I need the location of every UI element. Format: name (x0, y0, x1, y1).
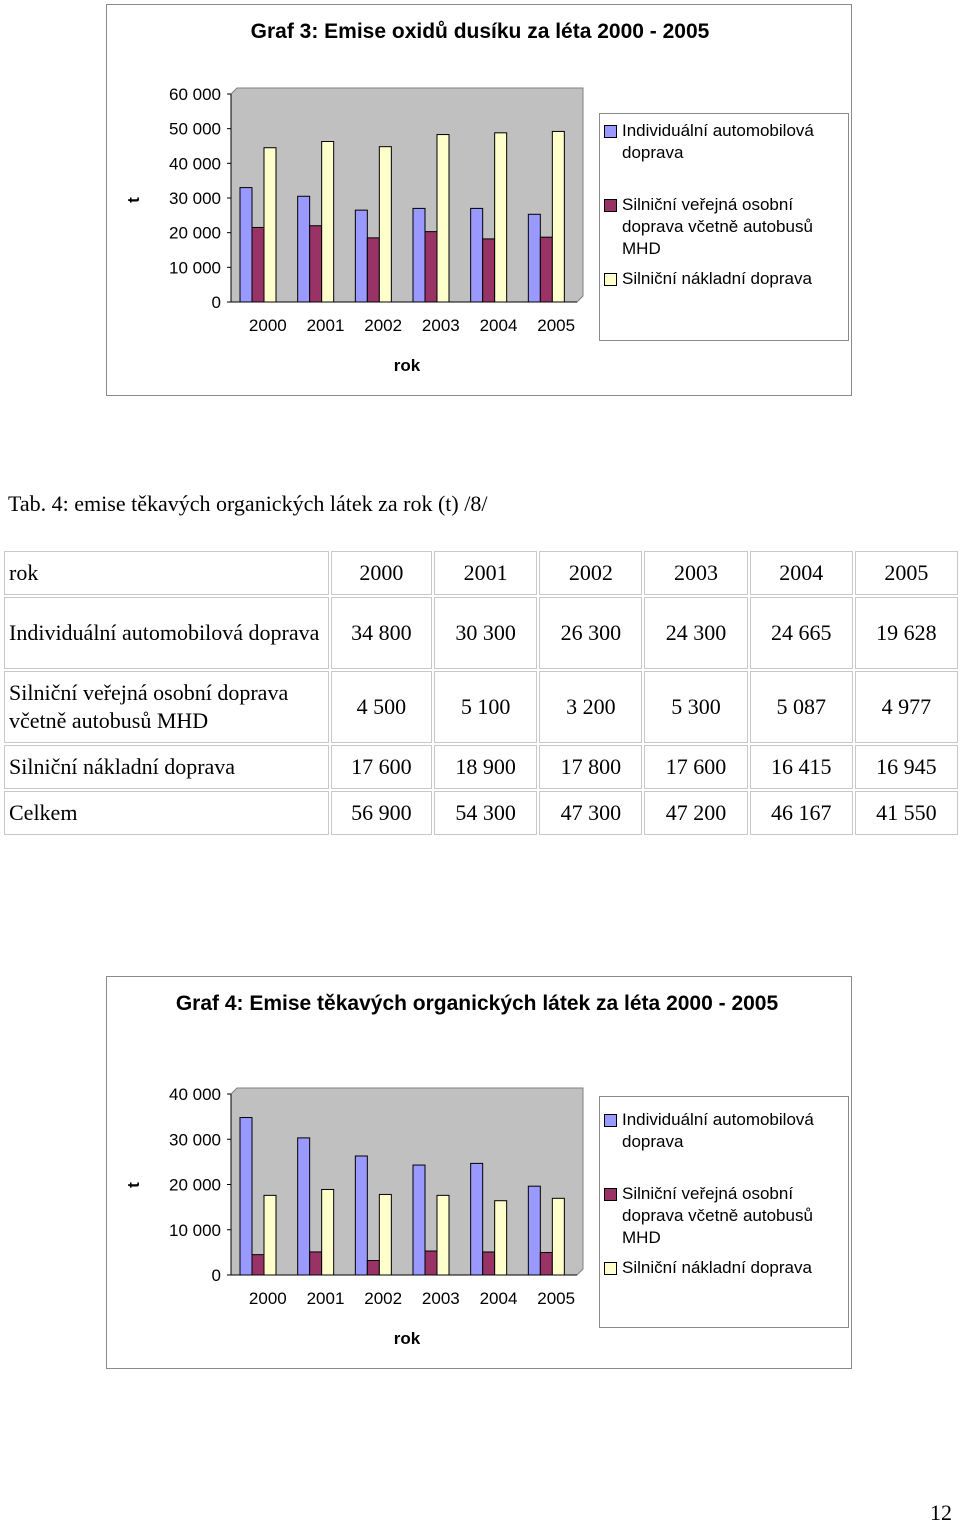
bar (379, 147, 391, 302)
table-cell: 19 628 (855, 597, 958, 669)
bar (252, 1255, 264, 1275)
table-row (4, 745, 958, 789)
x-tick-label: 2001 (306, 316, 345, 335)
y-tick-label: 30 000 (169, 189, 221, 208)
bar (298, 196, 310, 302)
table-cell: 18 900 (434, 745, 537, 789)
chart-legend (599, 113, 849, 341)
y-tick-label: 20 000 (169, 1175, 221, 1195)
table-cell: 24 300 (644, 597, 747, 669)
table-cell: 47 300 (539, 791, 642, 835)
bar (425, 232, 437, 302)
bar (355, 1156, 367, 1275)
bar (528, 214, 540, 302)
bar (540, 1252, 552, 1275)
y-tick-label: 10 000 (169, 1220, 221, 1240)
bar (367, 1261, 379, 1275)
table-cell: 16 945 (855, 745, 958, 789)
bar (310, 1252, 322, 1275)
x-tick-label: 2003 (421, 316, 460, 335)
table-cell: 16 415 (750, 745, 853, 789)
table-row (4, 671, 958, 743)
x-tick-label: 2000 (248, 1289, 287, 1308)
bar (322, 141, 334, 302)
table-cell: 56 900 (331, 791, 432, 835)
x-tick-label: 2003 (421, 1289, 460, 1308)
y-tick-label: 10 000 (169, 258, 221, 278)
x-tick-label: 2005 (537, 1289, 576, 1308)
bar (298, 1138, 310, 1275)
table-cell: 17 800 (539, 745, 642, 789)
table-header-year: 2002 (539, 551, 642, 595)
table-row (4, 597, 958, 669)
bar (413, 208, 425, 302)
y-tick-label: 40 000 (169, 154, 221, 174)
bar (240, 188, 252, 302)
legend-label: Silniční veřejná osobní doprava včetně autobusů MHD (622, 1184, 813, 1247)
table-header-label: rok (4, 551, 329, 595)
x-axis-title: rok (393, 1329, 421, 1348)
page-number: 12 (930, 1500, 952, 1525)
y-tick-label: 50 000 (169, 119, 221, 139)
legend-swatch (604, 199, 617, 212)
x-tick-label: 2002 (364, 1289, 403, 1308)
table-header-year: 2000 (331, 551, 432, 595)
table-heading: Tab. 4: emise těkavých organických látek za rok (t) /8/ (8, 491, 488, 516)
legend-swatch (604, 125, 617, 138)
bar (495, 133, 507, 302)
table-cell: 3 200 (539, 671, 642, 743)
table-cell: 47 200 (644, 791, 747, 835)
chart-title: Graf 3: Emise oxidů dusíku za léta 2000 - 2005 (250, 20, 710, 43)
y-tick-label: 40 000 (169, 1085, 221, 1104)
bar (322, 1189, 334, 1275)
x-tick-label: 2005 (537, 316, 576, 335)
table-row-label: Celkem (4, 791, 329, 835)
table-cell: 30 300 (434, 597, 537, 669)
table-header-year: 2004 (750, 551, 853, 595)
table-row (4, 791, 958, 835)
table-cell: 4 500 (331, 671, 432, 743)
x-tick-label: 2004 (479, 316, 518, 335)
table-cell: 5 087 (750, 671, 853, 743)
bar (552, 131, 564, 302)
y-tick-label: 0 (211, 1266, 221, 1285)
legend-label: Silniční nákladní doprava (622, 1258, 812, 1277)
table-cell: 5 300 (644, 671, 747, 743)
table-row-label: Silniční veřejná osobní doprava včetně autobusů MHD (4, 671, 329, 743)
table-cell: 46 167 (750, 791, 853, 835)
bar (471, 1163, 483, 1275)
bar (483, 239, 495, 302)
bar (413, 1165, 425, 1275)
table-cell: 17 600 (331, 745, 432, 789)
table-header-year: 2003 (644, 551, 747, 595)
x-tick-label: 2002 (364, 316, 403, 335)
x-tick-label: 2004 (479, 1289, 518, 1308)
y-tick-label: 30 000 (169, 1130, 221, 1150)
y-tick-label: 20 000 (169, 223, 221, 243)
legend-label: Individuální automobilová doprava (622, 121, 814, 162)
bar (252, 227, 264, 302)
bar (437, 1195, 449, 1275)
legend-label: Silniční veřejná osobní doprava včetně autobusů MHD (622, 195, 813, 258)
y-axis-title: t (124, 1182, 143, 1188)
bar (495, 1201, 507, 1275)
bar (540, 237, 552, 302)
bar (471, 208, 483, 302)
bar (264, 1195, 276, 1275)
table-cell: 54 300 (434, 791, 537, 835)
bar (379, 1194, 391, 1275)
table-cell: 24 665 (750, 597, 853, 669)
table-cell: 34 800 (331, 597, 432, 669)
bar (437, 135, 449, 302)
bar (355, 210, 367, 302)
bar (483, 1252, 495, 1275)
y-tick-label: 0 (211, 293, 221, 312)
bar (528, 1186, 540, 1275)
legend-label: Silniční nákladní doprava (622, 269, 812, 288)
table-row-label: Individuální automobilová doprava (4, 597, 329, 669)
x-tick-label: 2001 (306, 1289, 345, 1308)
bar (240, 1118, 252, 1275)
table-cell: 4 977 (855, 671, 958, 743)
chart-legend (599, 1096, 849, 1328)
chart-title: Graf 4: Emise těkavých organických látek za léta 2000 - 2005 (175, 992, 779, 1015)
y-tick-label: 60 000 (169, 85, 221, 104)
bar (310, 226, 322, 302)
table-header-year: 2001 (434, 551, 537, 595)
x-axis-title: rok (393, 356, 421, 375)
legend-swatch (604, 1262, 617, 1275)
bar (367, 238, 379, 302)
legend-swatch (604, 273, 617, 286)
table-cell: 17 600 (644, 745, 747, 789)
y-axis-title: t (124, 197, 143, 203)
table-header-year: 2005 (855, 551, 958, 595)
chart-nox-emissions (106, 4, 852, 396)
legend-swatch (604, 1188, 617, 1201)
bar (264, 148, 276, 302)
x-tick-label: 2000 (248, 316, 287, 335)
table-header-row (4, 551, 958, 595)
legend-swatch (604, 1114, 617, 1127)
table-cell: 26 300 (539, 597, 642, 669)
table-cell: 41 550 (855, 791, 958, 835)
bar (425, 1251, 437, 1275)
emissions-table (2, 549, 960, 837)
bar (552, 1198, 564, 1275)
table-row-label: Silniční nákladní doprava (4, 745, 329, 789)
chart-voc-emissions (106, 976, 852, 1369)
table-cell: 5 100 (434, 671, 537, 743)
legend-label: Individuální automobilová doprava (622, 1110, 814, 1151)
